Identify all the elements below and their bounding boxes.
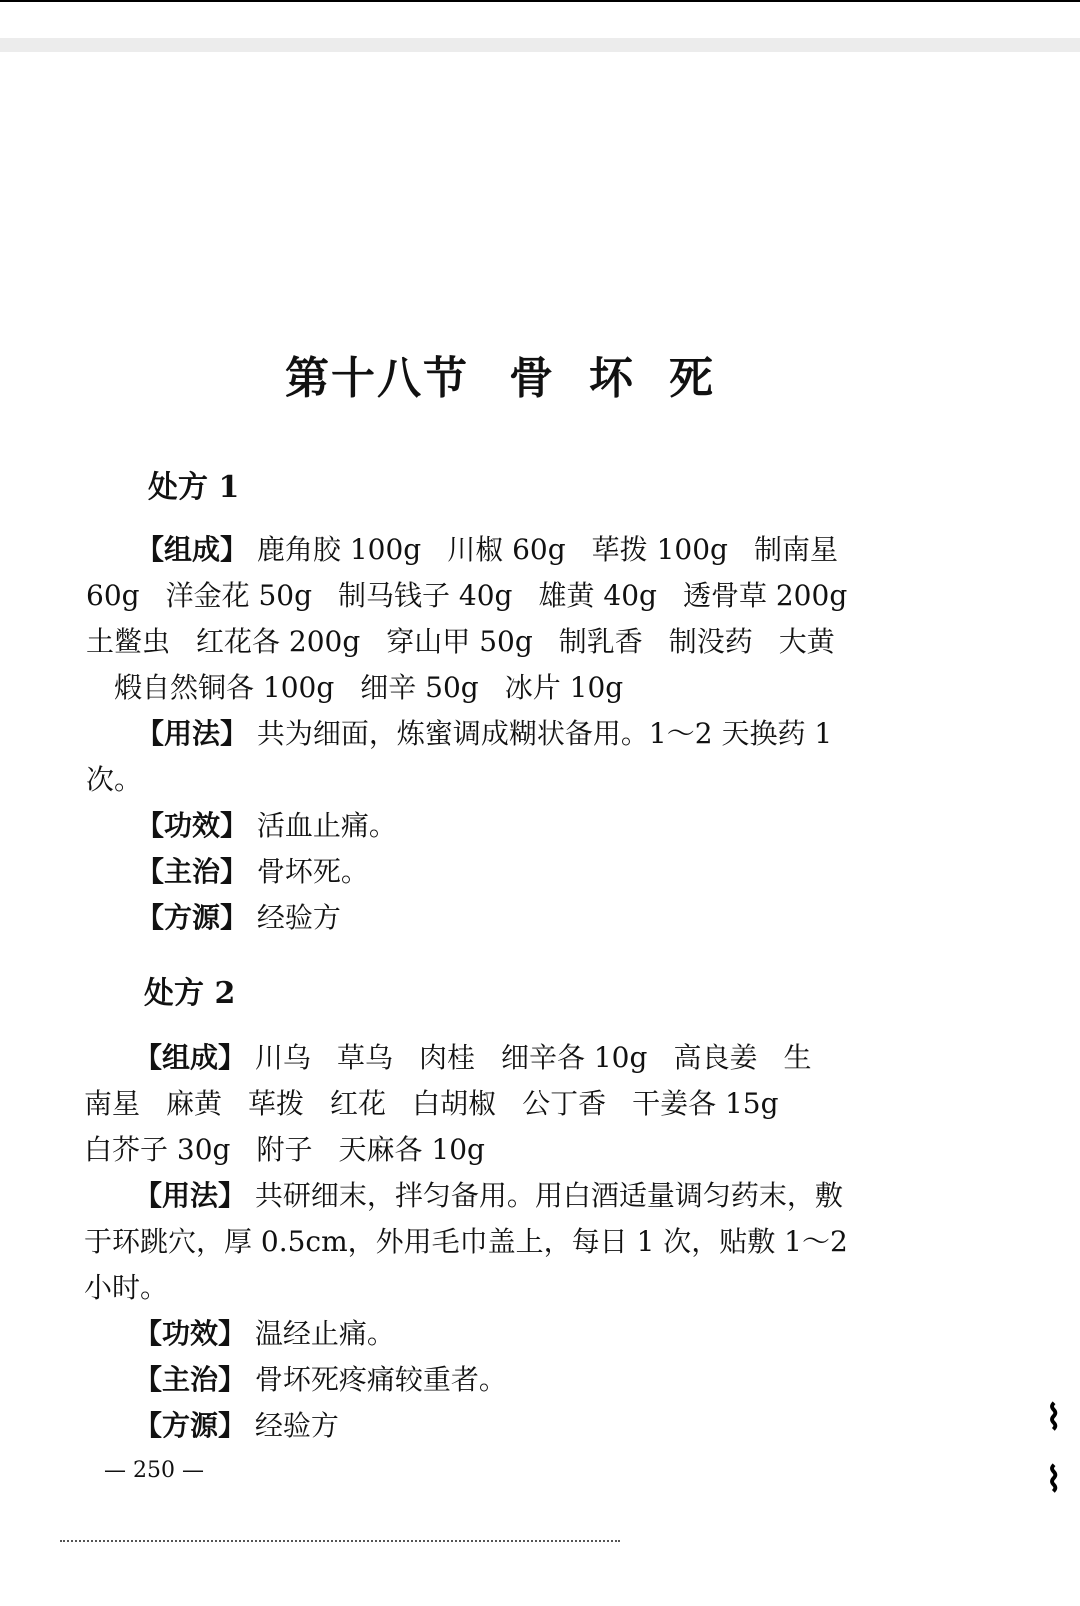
composition-line (86, 578, 847, 614)
ingredient: 川椒 60g (447, 533, 566, 566)
page-number: — 250 — (104, 1458, 204, 1483)
ingredient: 制没药 (668, 625, 753, 658)
usage-tag: 【用法】 (134, 1179, 247, 1212)
scan-margin-band (0, 38, 1080, 52)
ingredient: 高良姜 (673, 1041, 758, 1074)
ingredient: 土鳖虫 (86, 625, 171, 658)
top-border-line (0, 0, 1080, 2)
source-text: 经验方 (254, 1409, 339, 1442)
source-line (134, 1408, 339, 1444)
source-tag: 【方源】 (134, 1409, 247, 1442)
usage-line (134, 1178, 843, 1214)
composition-line (114, 670, 623, 706)
ingredient: 肉桂 (418, 1041, 475, 1074)
scan-edge-mark: ⌇ (1045, 1460, 1062, 1500)
ingredient: 南星 (84, 1087, 141, 1120)
usage-line: 于环跳穴，厚 0.5cm，外用毛巾盖上，每日 1 次，贴敷 1～2 (84, 1225, 848, 1258)
ingredient: 细辛各 10g (500, 1041, 648, 1074)
indication-tag: 【主治】 (136, 855, 249, 888)
ingredient: 制南星 (753, 533, 838, 566)
ingredient: 荜拨 (248, 1087, 305, 1120)
ingredient: 草乌 (336, 1041, 393, 1074)
prescription-heading: 处方 2 (144, 976, 236, 1011)
usage-line: 次。 (86, 763, 143, 796)
ingredient: 白芥子 30g (84, 1133, 231, 1166)
source-line (136, 900, 341, 936)
title-char: 死 (669, 353, 715, 404)
indication-line (134, 1362, 507, 1398)
title-char: 坏 (589, 353, 635, 404)
usage-text: 共为细面，炼蜜调成糊状备用。1～2 天换药 1 (256, 717, 833, 750)
usage-line (136, 716, 832, 752)
ingredient: 干姜各 15g (632, 1087, 779, 1120)
source-tag: 【方源】 (136, 901, 249, 934)
effect-line (134, 1316, 395, 1352)
effect-line (136, 808, 397, 844)
composition-line (136, 532, 838, 568)
usage-tag: 【用法】 (136, 717, 249, 750)
ingredient: 制乳香 (558, 625, 643, 658)
composition-line (134, 1040, 811, 1076)
effect-text: 温经止痛。 (254, 1317, 395, 1350)
composition-line (84, 1132, 485, 1168)
usage-line: 小时。 (84, 1271, 169, 1304)
effect-tag: 【功效】 (134, 1317, 247, 1350)
effect-text: 活血止痛。 (256, 809, 397, 842)
indication-line (136, 854, 369, 890)
ingredient: 洋金花 50g (165, 579, 313, 612)
indication-text: 骨坏死疼痛较重者。 (254, 1363, 507, 1396)
ingredient: 公丁香 (522, 1087, 607, 1120)
section-number: 第十八节 (285, 353, 469, 404)
usage-text: 共研细末，拌匀备用。用白酒适量调匀药末，敷 (254, 1179, 843, 1212)
ingredient: 天麻各 10g (338, 1133, 485, 1166)
ingredient: 鹿角胶 100g (256, 533, 422, 566)
source-text: 经验方 (256, 901, 341, 934)
indication-tag: 【主治】 (134, 1363, 247, 1396)
ingredient: 60g (86, 579, 140, 612)
composition-tag: 【组成】 (136, 533, 249, 566)
ingredient: 透骨草 200g (682, 579, 848, 612)
scan-edge-dots (60, 1540, 620, 1542)
composition-tag: 【组成】 (134, 1041, 247, 1074)
ingredient: 细辛 50g (360, 671, 479, 704)
title-char: 骨 (509, 353, 555, 404)
ingredient: 川乌 (254, 1041, 311, 1074)
ingredient: 穿山甲 50g (386, 625, 533, 658)
ingredient: 生 (783, 1041, 812, 1074)
ingredient: 制马钱子 40g (338, 579, 513, 612)
ingredient: 麻黄 (166, 1087, 223, 1120)
ingredient: 大黄 (778, 625, 835, 658)
ingredient: 白胡椒 (412, 1087, 497, 1120)
indication-text: 骨坏死。 (256, 855, 369, 888)
ingredient: 冰片 10g (504, 671, 624, 704)
ingredient: 红花 (330, 1087, 387, 1120)
ingredient: 红花各 200g (196, 625, 361, 658)
ingredient: 雄黄 40g (538, 579, 657, 612)
scan-edge-mark: ⌇ (1045, 1398, 1062, 1438)
section-title (0, 342, 1000, 406)
prescription-heading: 处方 1 (148, 470, 240, 505)
composition-line (84, 1086, 779, 1122)
ingredient: 荜拨 100g (591, 533, 728, 566)
composition-line (86, 624, 835, 660)
effect-tag: 【功效】 (136, 809, 249, 842)
ingredient: 煅自然铜各 100g (114, 671, 335, 704)
ingredient: 附子 (256, 1133, 313, 1166)
